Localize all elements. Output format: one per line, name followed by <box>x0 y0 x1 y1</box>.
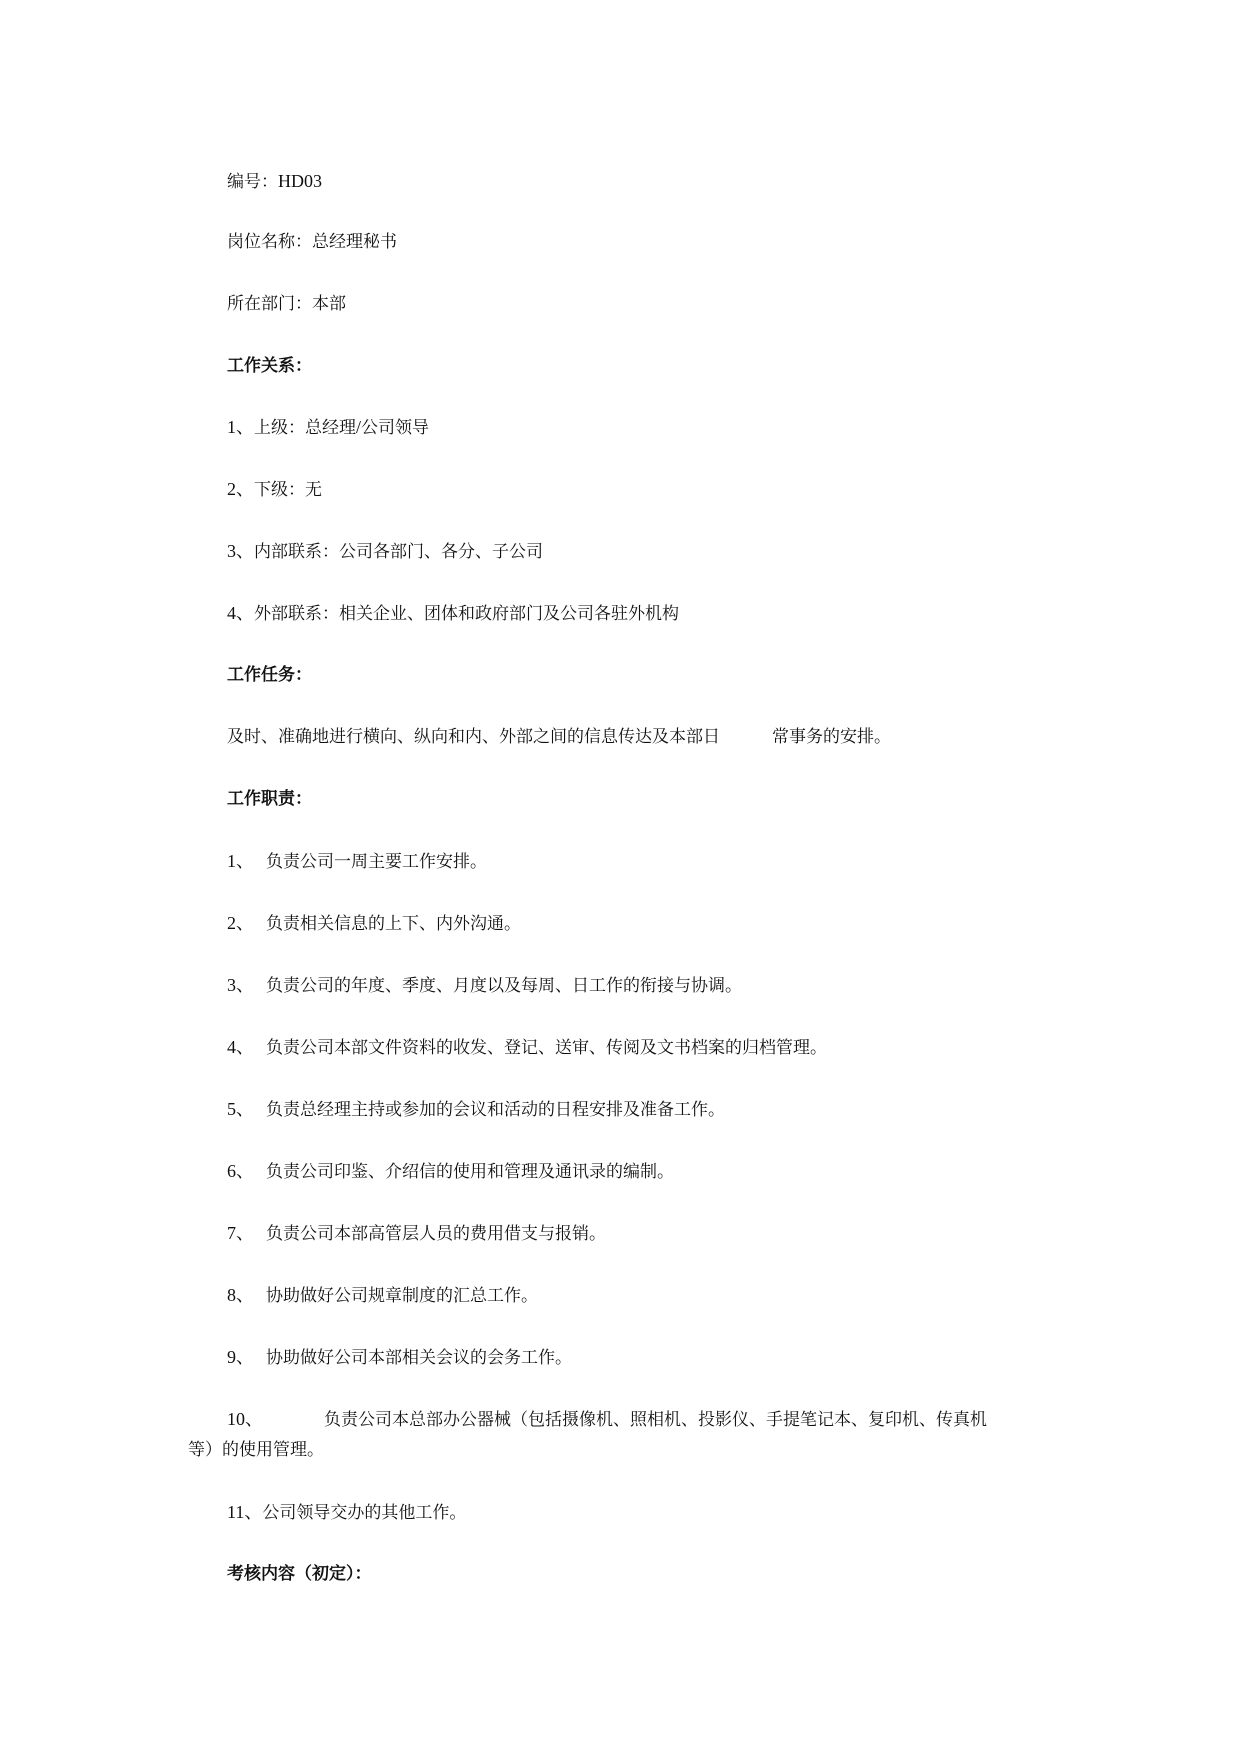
duty-number: 10、 <box>227 1409 263 1429</box>
duty-text: 负责公司本总部办公器械（包括摄像机、照相机、投影仪、手提笔记本、复印机、传真机 <box>324 1410 987 1430</box>
duty-number: 6、 <box>227 1161 254 1181</box>
duty-item <box>227 850 487 873</box>
relation-number: 3、 <box>227 541 254 561</box>
duty-text: 负责公司印鉴、介绍信的使用和管理及通讯录的编制。 <box>266 1162 674 1182</box>
code-value: HD03 <box>278 171 322 191</box>
code-line <box>227 170 322 193</box>
relation-number: 1、 <box>227 417 254 437</box>
duty-text: 协助做好公司本部相关会议的会务工作。 <box>266 1348 572 1368</box>
duty-item <box>227 1036 827 1059</box>
duty-item <box>227 1222 606 1245</box>
duty-item-10-line2: 等）的使用管理。 <box>188 1440 324 1460</box>
relation-number: 2、 <box>227 479 254 499</box>
task-text <box>227 726 891 748</box>
code-label: 编号： <box>227 172 278 192</box>
position-label: 岗位名称： <box>227 232 312 252</box>
duty-text: 负责公司的年度、季度、月度以及每周、日工作的衔接与协调。 <box>266 976 742 996</box>
duty-number: 8、 <box>227 1285 254 1305</box>
relation-text-2: 公司领导 <box>361 418 430 438</box>
duty-text: 公司领导交办的其他工作。 <box>262 1503 467 1523</box>
relation-item <box>227 478 322 501</box>
duty-text: 负责公司本部高管层人员的费用借支与报销。 <box>266 1224 606 1244</box>
duty-number: 7、 <box>227 1223 254 1243</box>
relation-text: 上级：总经理 <box>254 418 356 438</box>
duty-item <box>227 1160 674 1183</box>
relation-item <box>227 602 679 625</box>
task-text-part1: 及时、准确地进行横向、纵向和内、外部之间的信息传达及本部日 <box>227 727 720 747</box>
duty-item <box>227 1346 572 1369</box>
duty-number: 3、 <box>227 975 254 995</box>
duty-number: 5、 <box>227 1099 254 1119</box>
position-line <box>227 231 397 253</box>
task-text-part2: 常事务的安排。 <box>772 727 891 747</box>
duty-item <box>227 974 742 997</box>
duties-heading: 工作职责： <box>227 789 312 809</box>
duty-number: 1、 <box>227 851 254 871</box>
duty-number: 4、 <box>227 1037 254 1057</box>
task-heading: 工作任务： <box>227 665 312 685</box>
position-value: 总经理秘书 <box>312 232 397 252</box>
relation-text: 下级：无 <box>254 480 322 500</box>
relation-text: 内部联系：公司各部门、各分、子公司 <box>254 542 543 562</box>
duty-item <box>227 912 521 935</box>
duty-number: 9、 <box>227 1347 254 1367</box>
dept-value: 本部 <box>312 294 346 314</box>
relation-text: 外部联系：相关企业、团体和政府部门及公司各驻外机构 <box>254 604 679 624</box>
duty-item <box>227 1284 538 1307</box>
duty-item <box>227 1501 466 1524</box>
assessment-heading: 考核内容（初定）： <box>227 1564 372 1584</box>
relation-slash: / <box>356 417 362 437</box>
duty-number: 11、 <box>227 1502 263 1522</box>
duty-text: 负责公司本部文件资料的收发、登记、送审、传阅及文书档案的归档管理。 <box>266 1038 827 1058</box>
relation-item <box>227 540 543 563</box>
relation-number: 4、 <box>227 603 254 623</box>
dept-line <box>227 293 346 315</box>
duty-text: 负责公司一周主要工作安排。 <box>266 852 487 872</box>
relation-item <box>227 416 429 439</box>
duty-item <box>227 1098 725 1121</box>
duty-text: 负责相关信息的上下、内外沟通。 <box>266 914 521 934</box>
duty-item-10-line1 <box>227 1408 987 1431</box>
duty-text: 协助做好公司规章制度的汇总工作。 <box>266 1286 538 1306</box>
duty-text: 负责总经理主持或参加的会议和活动的日程安排及准备工作。 <box>266 1100 725 1120</box>
duty-number: 2、 <box>227 913 254 933</box>
relations-heading: 工作关系： <box>227 356 312 376</box>
dept-label: 所在部门： <box>227 294 312 314</box>
